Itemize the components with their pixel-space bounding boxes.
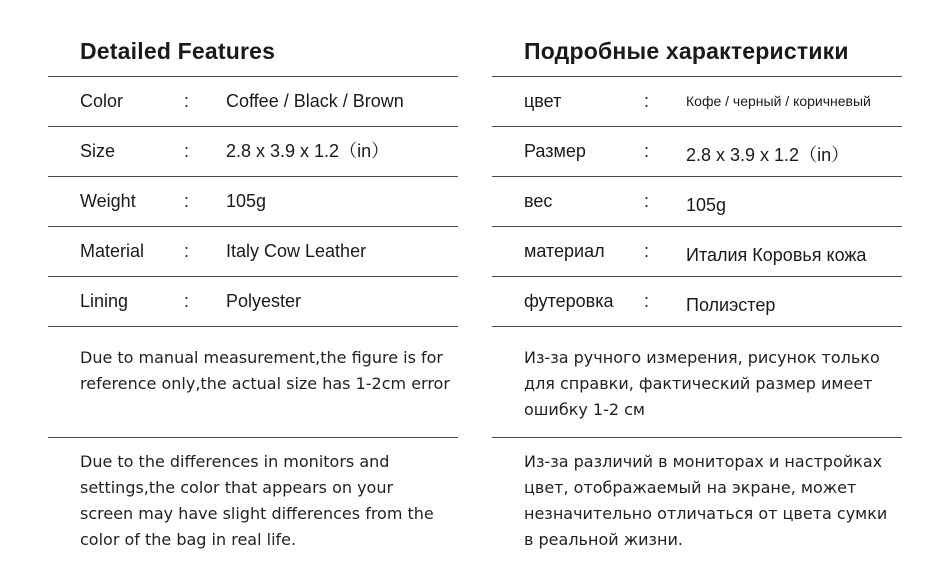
spec-value: Кофе / черный / коричневый bbox=[686, 93, 871, 109]
spec-colon: : bbox=[644, 141, 650, 161]
color-note: Из-за различий в мониторах и настройках цвет, отображаемый на экране, может незначительно отличаться от цвета сумки в реальной жизни. bbox=[524, 452, 888, 549]
spec-value: Coffee / Black / Brown bbox=[226, 91, 404, 111]
spec-row-size bbox=[492, 127, 902, 176]
spec-value: 105g bbox=[686, 195, 727, 215]
spec-label: Размер bbox=[524, 141, 586, 161]
spec-label: Size bbox=[80, 141, 116, 161]
features-title: Подробные характеристики bbox=[524, 38, 849, 64]
measurement-note: Due to manual measurement,the figure is for reference only,the actual size has 1-2cm error bbox=[80, 348, 450, 393]
spec-colon: : bbox=[184, 241, 190, 261]
russian-features-column bbox=[492, 0, 902, 570]
spec-colon: : bbox=[644, 91, 650, 111]
spec-value: Polyester bbox=[226, 291, 302, 311]
english-features-column bbox=[48, 0, 458, 570]
spec-row-lining bbox=[48, 277, 458, 326]
divider bbox=[492, 437, 902, 438]
spec-row-material bbox=[492, 227, 902, 276]
color-note: Due to the differences in monitors and settings,the color that appears on your screen may have slight differences from the color of the bag in real life. bbox=[80, 452, 434, 549]
spec-label: материал bbox=[524, 241, 605, 261]
spec-colon: : bbox=[644, 291, 650, 311]
spec-colon: : bbox=[644, 241, 650, 261]
spec-label: Material bbox=[80, 241, 145, 261]
spec-colon: : bbox=[184, 191, 190, 211]
spec-colon: : bbox=[184, 291, 190, 311]
spec-value: Italy Cow Leather bbox=[226, 241, 367, 261]
spec-row-color bbox=[492, 77, 902, 126]
spec-colon: : bbox=[184, 91, 190, 111]
spec-label: Weight bbox=[80, 191, 136, 211]
spec-colon: : bbox=[644, 191, 650, 211]
features-title: Detailed Features bbox=[80, 38, 276, 64]
spec-value: 2.8 x 3.9 x 1.2（in） bbox=[226, 141, 390, 161]
divider bbox=[48, 326, 458, 327]
spec-colon: : bbox=[184, 141, 190, 161]
spec-value: 2.8 x 3.9 x 1.2（in） bbox=[686, 145, 850, 165]
spec-row-lining bbox=[492, 277, 902, 326]
spec-value: Полиэстер bbox=[686, 295, 776, 315]
spec-row-material bbox=[48, 227, 458, 276]
spec-label: вес bbox=[524, 191, 553, 211]
spec-row-size bbox=[48, 127, 458, 176]
spec-row-weight bbox=[48, 177, 458, 226]
spec-label: Lining bbox=[80, 291, 129, 311]
divider bbox=[48, 437, 458, 438]
spec-value: 105g bbox=[226, 191, 267, 211]
spec-row-weight bbox=[492, 177, 902, 226]
divider bbox=[492, 326, 902, 327]
spec-label: футеровка bbox=[524, 291, 614, 311]
measurement-note: Из-за ручного измерения, рисунок только для справки, фактический размер имеет ошибку 1-2 см bbox=[524, 348, 880, 419]
spec-value: Италия Коровья кожа bbox=[686, 245, 867, 265]
spec-row-color bbox=[48, 77, 458, 126]
spec-label: Color bbox=[80, 91, 124, 111]
spec-label: цвет bbox=[524, 91, 562, 111]
